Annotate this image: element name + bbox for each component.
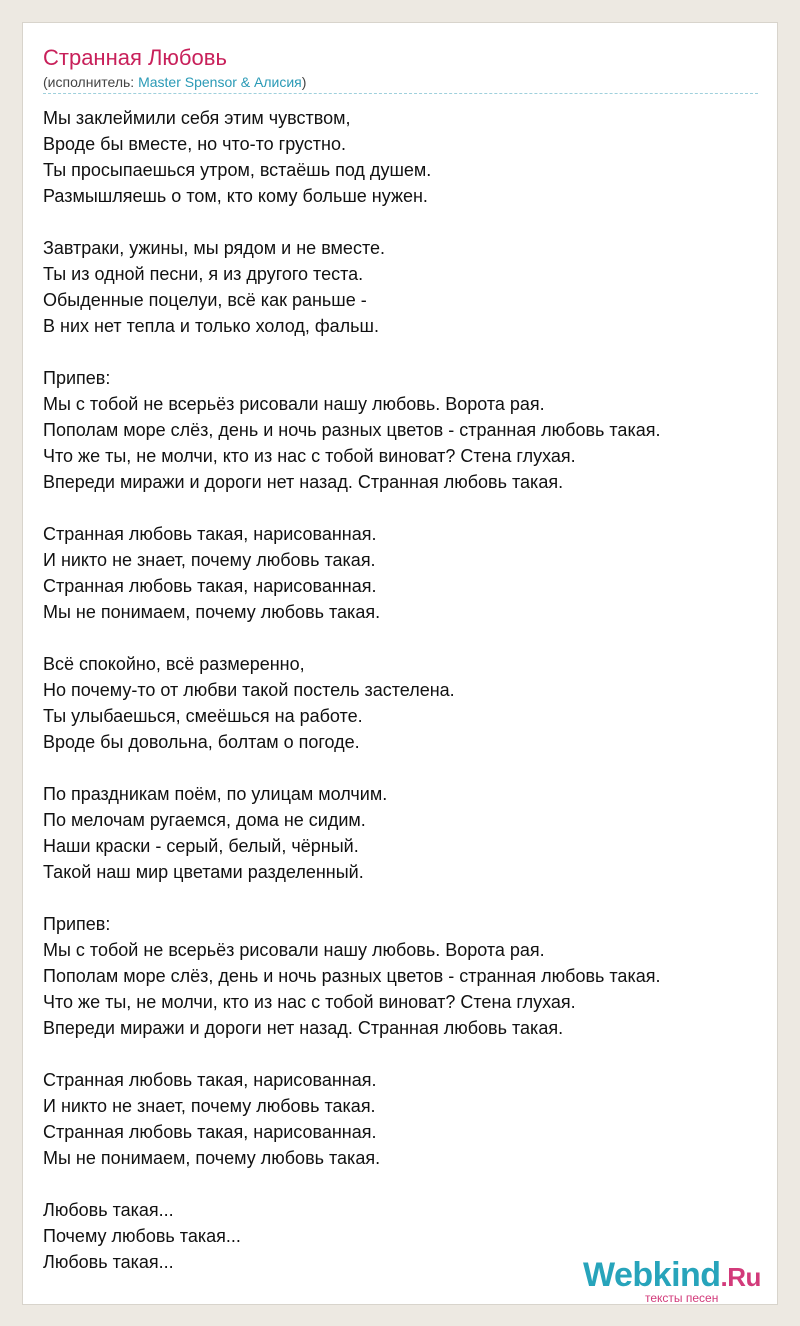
lyric-line: Что же ты, не молчи, кто из нас с тобой виноват? Стена глухая.	[43, 446, 576, 466]
lyric-line: Странная любовь такая, нарисованная.	[43, 576, 377, 596]
stanza-gap	[43, 625, 660, 651]
lyric-line: Ты просыпаешься утром, встаёшь под душем.	[43, 160, 432, 180]
lyric-line: Такой наш мир цветами разделенный.	[43, 862, 364, 882]
stanza-gap	[43, 495, 660, 521]
lyric-line: Наши краски - серый, белый, чёрный.	[43, 836, 359, 856]
lyric-line: Обыденные поцелуи, всё как раньше -	[43, 290, 367, 310]
lyric-line: Любовь такая...	[43, 1200, 174, 1220]
logo-tld: .Ru	[720, 1262, 761, 1292]
lyric-line: Странная любовь такая, нарисованная.	[43, 1122, 377, 1142]
lyric-line: Припев:	[43, 368, 111, 388]
lyric-line: Что же ты, не молчи, кто из нас с тобой виноват? Стена глухая.	[43, 992, 576, 1012]
stanza-gap	[43, 755, 660, 781]
stanza-gap	[43, 339, 660, 365]
lyric-line: Мы с тобой не всерьёз рисовали нашу любовь. Ворота рая.	[43, 940, 545, 960]
artist-link[interactable]: Master Spensor & Алисия	[138, 74, 302, 90]
artist-suffix: )	[301, 74, 307, 90]
artist-prefix: (исполнитель:	[43, 74, 139, 90]
stanza-gap	[43, 885, 660, 911]
lyric-line: Мы не понимаем, почему любовь такая.	[43, 1148, 381, 1168]
lyric-line: Пополам море слёз, день и ночь разных цветов - странная любовь такая.	[43, 966, 661, 986]
lyric-line: Мы заклеймили себя этим чувством,	[43, 108, 351, 128]
lyric-line: Пополам море слёз, день и ночь разных цветов - странная любовь такая.	[43, 420, 661, 440]
lyric-line: Вроде бы вместе, но что-то грустно.	[43, 134, 346, 154]
lyric-line: Почему любовь такая...	[43, 1226, 241, 1246]
lyrics-card	[22, 22, 778, 1305]
lyric-line: По мелочам ругаемся, дома не сидим.	[43, 810, 366, 830]
lyrics-text	[43, 105, 660, 1275]
lyric-line: Странная любовь такая, нарисованная.	[43, 1070, 377, 1090]
lyric-line: И никто не знает, почему любовь такая.	[43, 550, 376, 570]
stanza-gap	[43, 1041, 660, 1067]
lyric-line: Впереди миражи и дороги нет назад. Странная любовь такая.	[43, 472, 564, 492]
lyric-line: Вроде бы довольна, болтам о погоде.	[43, 732, 360, 752]
site-logo[interactable]	[583, 1255, 783, 1305]
lyric-line: По праздникам поём, по улицам молчим.	[43, 784, 388, 804]
lyric-line: Припев:	[43, 914, 111, 934]
logo-name: Webkind	[583, 1256, 721, 1294]
lyric-line: Всё спокойно, всё размеренно,	[43, 654, 305, 674]
lyric-line: Ты из одной песни, я из другого теста.	[43, 264, 364, 284]
logo-tagline: тексты песен	[645, 1291, 719, 1305]
song-title: Странная Любовь	[43, 45, 227, 70]
lyric-line: Но почему-то от любви такой постель застелена.	[43, 680, 455, 700]
lyric-line: Мы с тобой не всерьёз рисовали нашу любовь. Ворота рая.	[43, 394, 545, 414]
lyric-line: Ты улыбаешься, смеёшься на работе.	[43, 706, 363, 726]
lyric-line: И никто не знает, почему любовь такая.	[43, 1096, 376, 1116]
lyric-line: В них нет тепла и только холод, фальш.	[43, 316, 379, 336]
lyric-line: Любовь такая...	[43, 1252, 174, 1272]
stanza-gap	[43, 209, 660, 235]
title-divider	[43, 93, 758, 94]
artist-line	[43, 73, 306, 91]
lyric-line: Впереди миражи и дороги нет назад. Странная любовь такая.	[43, 1018, 564, 1038]
stanza-gap	[43, 1171, 660, 1197]
lyric-line: Мы не понимаем, почему любовь такая.	[43, 602, 381, 622]
lyric-line: Размышляешь о том, кто кому больше нужен.	[43, 186, 428, 206]
lyric-line: Странная любовь такая, нарисованная.	[43, 524, 377, 544]
lyric-line: Завтраки, ужины, мы рядом и не вместе.	[43, 238, 385, 258]
